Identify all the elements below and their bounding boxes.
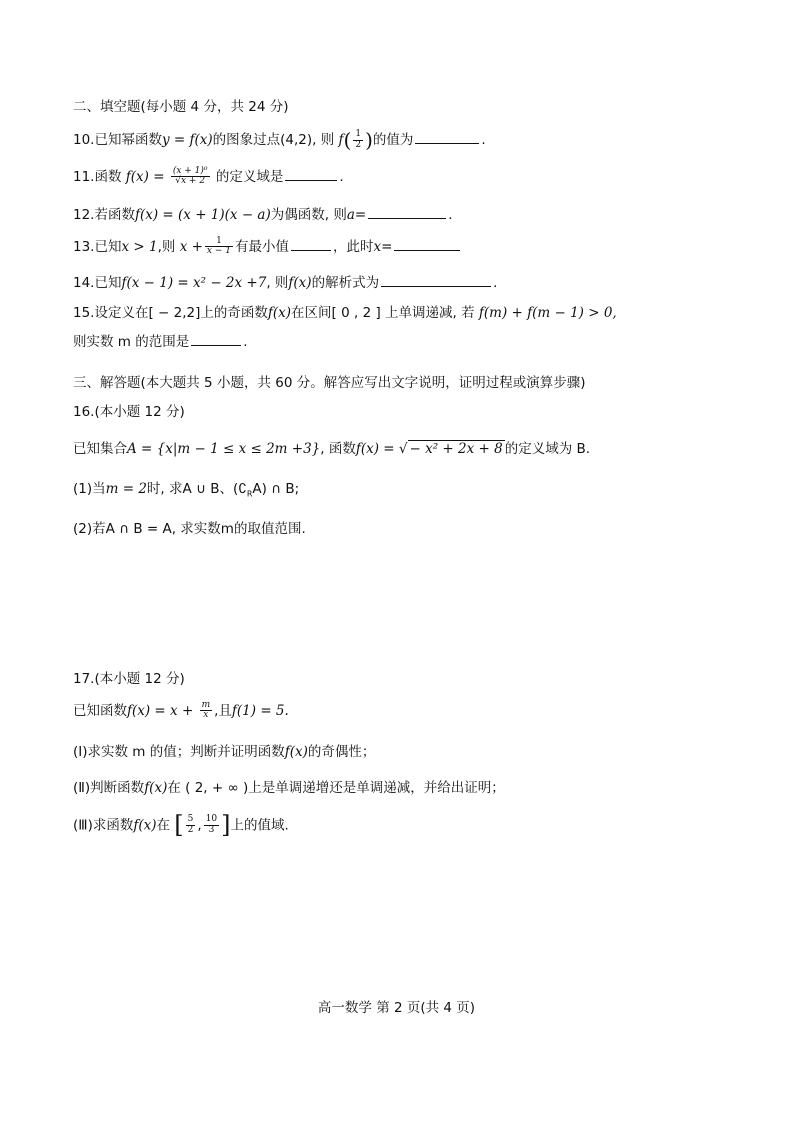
answer-blank [394,238,460,251]
answer-blank [368,206,446,219]
answer-blank [415,131,479,144]
answer-blank [381,274,491,287]
question-13: 13.已知x > 1,则 x + $\frac{1}{x - 1}$ 有最小值 ，此时x= [73,237,462,257]
question-16-part1: (1)当m = 2时, 求A ∪ B、$(∁_RA)$ ∩ B; [73,481,300,499]
fill-blank-header: 二、填空题(每小题 4 分，共 24 分) [73,99,289,115]
answer-blank [191,333,241,346]
answer-blank [285,168,337,181]
question-17-title: 17.(本小题 12 分) [73,671,185,687]
question-11: 11.函数 f(x) = $\frac{\text{(x + 1)⁰}}{√x + 2}$ 的定义域是 . [73,166,344,187]
question-16-part2: (2)若A ∩ B = A, 求实数m的取值范围. [73,521,306,537]
question-17-part2: (Ⅱ)判断函数f(x)在 ( 2, + ∞ )上是单调递增还是单调递减，并给出证明； [73,780,505,796]
question-14: 14.已知f(x − 1) = x² − 2x +7, 则f(x)的解析式为 . [73,275,498,291]
question-17-stem: 已知函数f(x) = x + $\frac{m}{x}$ ,且f(1) = 5. [73,700,289,721]
question-17-part1: (Ⅰ)求实数 m 的值；判断并证明函数f(x)的奇偶性； [73,744,376,760]
question-16-stem: 已知集合A = {x|m − 1 ≤ x ≤ 2m +3}, 函数f(x) = √ − x² + 2x + 8 的定义域为 B. [73,441,591,457]
answer-blank [291,238,331,251]
question-12: 12.若函数f(x) = (x + 1)(x − a)为偶函数, 则a= . [73,207,453,223]
question-17-part3: (Ⅲ)求函数f(x)在 [ $\frac{5}{2}$ , $\frac{10}{3}$ ]上的值域. [73,811,289,839]
question-15-line2: 则实数 m 的范围是 . [73,334,248,350]
question-15-line1: 15.设定义在[ − 2,2]上的奇函数f(x)在区间[ 0 , 2 ] 上单调递减, 若 f(m) + f(m − 1) > 0, [73,305,617,321]
solve-header: 三、解答题(本大题共 5 小题，共 60 分。解答应写出文字说明，证明过程或演算步骤) [73,375,586,391]
question-10: 10.已知幂函数y = f(x)的图象过点(4,2), 则 f( $\frac{1}{2}$ )的值为 . [73,128,486,152]
question-16-title: 16.(本小题 12 分) [73,404,185,420]
page-footer: 高一数学 第 2 页(共 4 页) [317,1000,476,1016]
